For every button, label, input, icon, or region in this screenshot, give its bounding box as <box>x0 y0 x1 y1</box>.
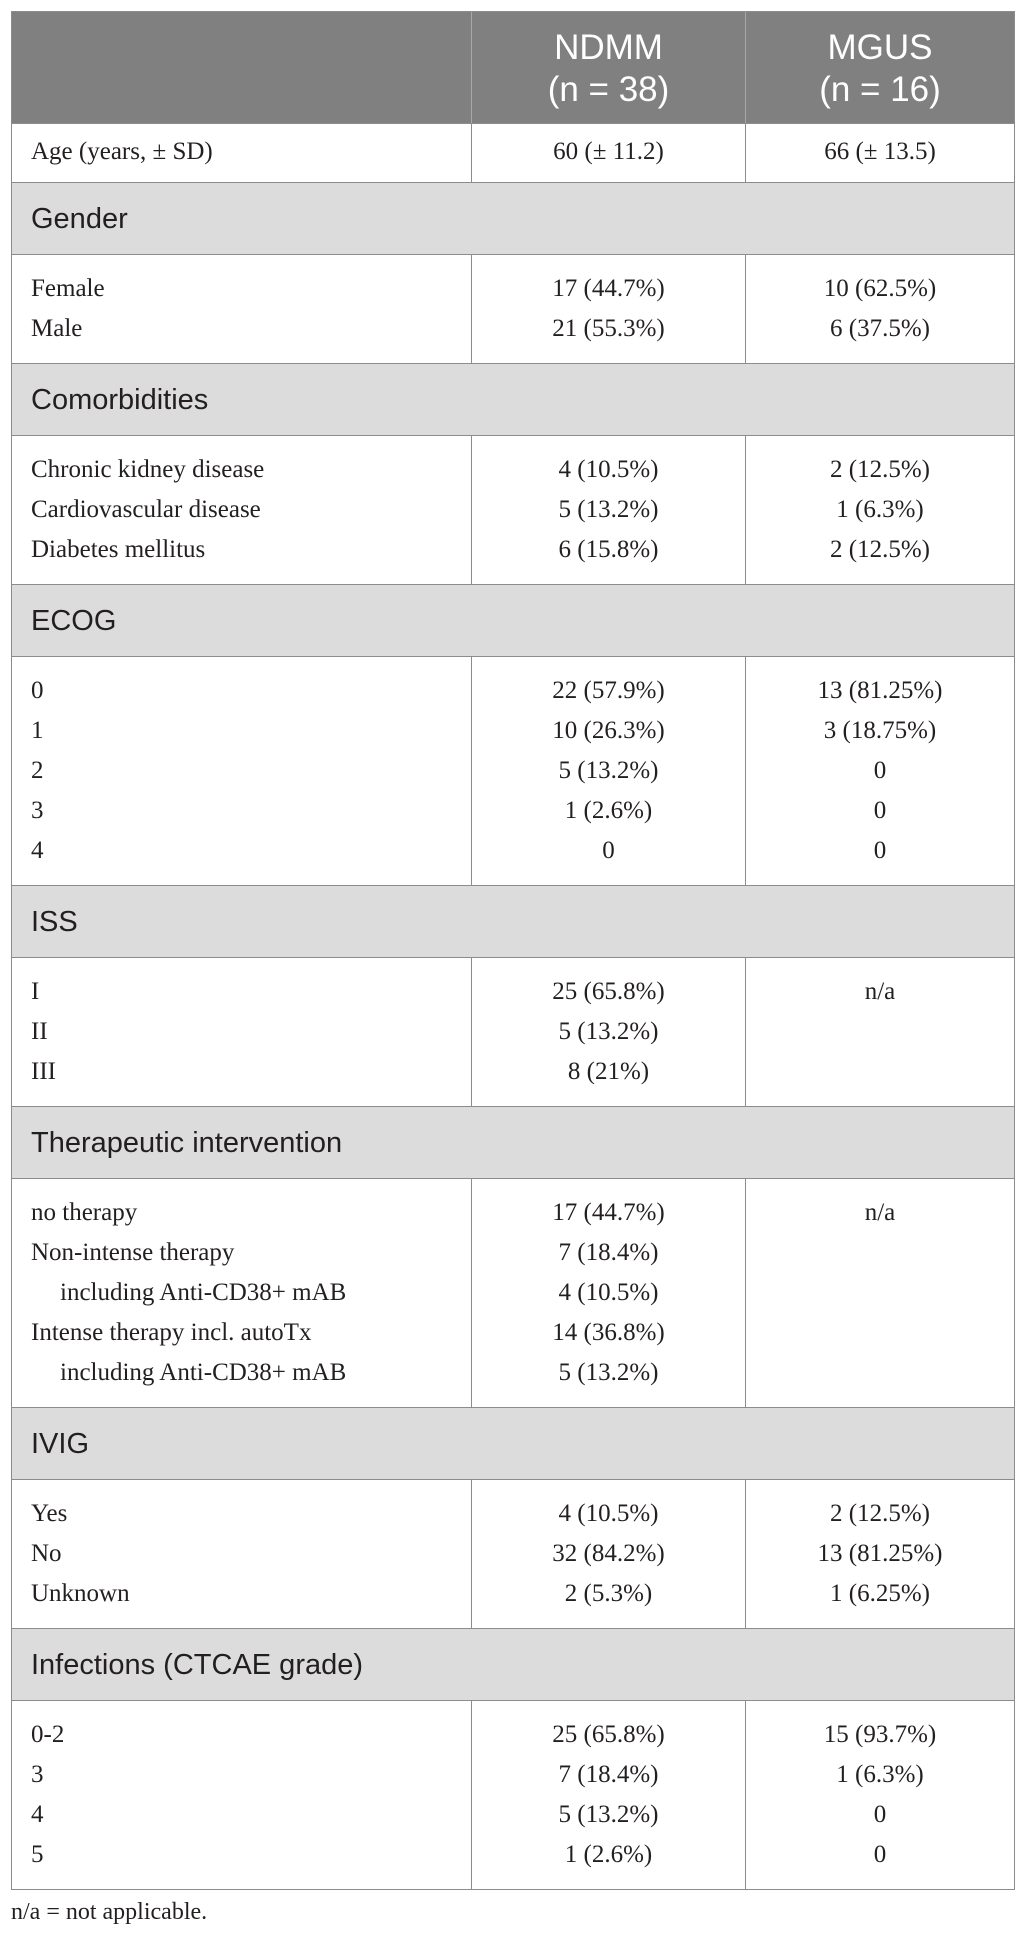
comorbidity-mgus: 2 (12.5%) <box>830 536 930 563</box>
age-mgus: 66 (± 13.5) <box>824 138 936 165</box>
comorbidity-ndmm: 6 (15.8%) <box>558 536 659 563</box>
header-mgus-name: MGUS <box>827 27 933 67</box>
header-ndmm <box>472 12 746 123</box>
gender-mgus-female: 10 (62.5%) <box>823 275 937 302</box>
ecog-label: 0 <box>31 677 44 704</box>
ecog-mgus: 13 (81.25%) <box>817 677 943 704</box>
infection-label: 5 <box>31 1841 44 1868</box>
ecog-label: 1 <box>31 717 44 744</box>
ecog-mgus: 0 <box>873 757 887 784</box>
ecog-ndmm: 1 (2.6%) <box>564 797 653 824</box>
infection-ndmm: 25 (65.8%) <box>552 1721 665 1748</box>
therapy-ndmm: 14 (36.8%) <box>552 1319 665 1346</box>
gender-ndmm-male: 21 (55.3%) <box>552 315 665 342</box>
ivig-label: Yes <box>31 1500 68 1527</box>
header-ndmm-count: (n = 38) <box>547 69 670 109</box>
ivig-mgus: 1 (6.25%) <box>830 1580 930 1607</box>
patient-characteristics-table <box>11 11 1015 1890</box>
therapy-ndmm: 7 (18.4%) <box>558 1239 659 1266</box>
infection-mgus: 1 (6.3%) <box>836 1761 924 1788</box>
infection-mgus: 0 <box>873 1801 887 1828</box>
gender-label-female: Female <box>31 275 105 302</box>
ivig-mgus: 13 (81.25%) <box>817 1540 943 1567</box>
section-iss: ISS <box>12 886 1014 958</box>
therapy-ndmm: 17 (44.7%) <box>552 1199 665 1226</box>
table-row-comorbidities <box>12 436 1014 585</box>
ecog-mgus: 3 (18.75%) <box>823 717 937 744</box>
iss-label: II <box>31 1018 48 1045</box>
comorbidity-ndmm: 4 (10.5%) <box>558 456 659 483</box>
iss-ndmm: 25 (65.8%) <box>552 978 665 1005</box>
section-comorbidities: Comorbidities <box>12 364 1014 436</box>
ivig-ndmm: 2 (5.3%) <box>564 1580 653 1607</box>
section-ecog: ECOG <box>12 585 1014 657</box>
gender-mgus-male: 6 (37.5%) <box>830 315 930 342</box>
section-ivig: IVIG <box>12 1408 1014 1480</box>
ecog-label: 2 <box>31 757 44 784</box>
ecog-ndmm: 22 (57.9%) <box>552 677 665 704</box>
age-ndmm: 60 (± 11.2) <box>553 138 664 165</box>
infection-label: 0-2 <box>31 1721 65 1748</box>
ecog-label: 4 <box>31 837 44 864</box>
ecog-ndmm: 0 <box>602 837 615 864</box>
section-infections: Infections (CTCAE grade) <box>12 1629 1014 1701</box>
header-mgus <box>746 12 1014 123</box>
therapy-label: no therapy <box>31 1199 138 1226</box>
iss-ndmm: 8 (21%) <box>567 1058 650 1085</box>
ivig-ndmm: 32 (84.2%) <box>552 1540 665 1567</box>
therapy-label: Intense therapy incl. autoTx <box>31 1319 312 1346</box>
ivig-label: No <box>31 1540 62 1567</box>
infection-mgus: 0 <box>873 1841 887 1868</box>
table-row-ivig <box>12 1480 1014 1629</box>
therapy-label-sub: including Anti-CD38+ mAB <box>60 1279 347 1306</box>
comorbidity-mgus: 1 (6.3%) <box>836 496 924 523</box>
ivig-label: Unknown <box>31 1580 130 1607</box>
ecog-ndmm: 10 (26.3%) <box>552 717 665 744</box>
iss-mgus: n/a <box>864 978 896 1005</box>
table-row-therapy <box>12 1179 1014 1408</box>
age-label: Age (years, ± SD) <box>31 138 213 165</box>
ivig-mgus: 2 (12.5%) <box>830 1500 930 1527</box>
ecog-label: 3 <box>31 797 44 824</box>
header-ndmm-name: NDMM <box>554 27 663 67</box>
comorbidity-mgus: 2 (12.5%) <box>830 456 930 483</box>
gender-ndmm-female: 17 (44.7%) <box>552 275 665 302</box>
infection-ndmm: 7 (18.4%) <box>558 1761 659 1788</box>
infection-label: 3 <box>31 1761 44 1788</box>
therapy-label: Non-intense therapy <box>31 1239 235 1266</box>
therapy-ndmm: 5 (13.2%) <box>558 1359 659 1386</box>
table-row-gender <box>12 255 1014 364</box>
ecog-mgus: 0 <box>873 797 887 824</box>
table-row-ecog <box>12 657 1014 886</box>
therapy-mgus: n/a <box>864 1199 896 1226</box>
iss-label: I <box>31 978 40 1005</box>
header-mgus-count: (n = 16) <box>819 69 941 109</box>
header-empty-cell <box>12 12 472 123</box>
comorbidity-label: Cardiovascular disease <box>31 496 261 523</box>
infection-ndmm: 5 (13.2%) <box>558 1801 659 1828</box>
section-gender: Gender <box>12 183 1014 255</box>
infection-mgus: 15 (93.7%) <box>823 1721 937 1748</box>
gender-label-male: Male <box>31 315 83 342</box>
table-header <box>12 12 1014 124</box>
infection-label: 4 <box>31 1801 44 1828</box>
table-row-iss <box>12 958 1014 1107</box>
table-footnote: n/a = not applicable. <box>11 1899 208 1925</box>
iss-ndmm: 5 (13.2%) <box>558 1018 659 1045</box>
infection-ndmm: 1 (2.6%) <box>564 1841 653 1868</box>
iss-label: III <box>31 1058 56 1085</box>
therapy-ndmm: 4 (10.5%) <box>558 1279 659 1306</box>
table-row-age <box>12 124 1014 183</box>
section-therapy: Therapeutic intervention <box>12 1107 1014 1179</box>
therapy-label-sub: including Anti-CD38+ mAB <box>60 1359 347 1386</box>
ecog-mgus: 0 <box>873 837 887 864</box>
ecog-ndmm: 5 (13.2%) <box>558 757 659 784</box>
table-row-infections <box>12 1701 1014 1889</box>
comorbidity-label: Chronic kidney disease <box>31 456 265 483</box>
ivig-ndmm: 4 (10.5%) <box>558 1500 659 1527</box>
comorbidity-label: Diabetes mellitus <box>31 536 206 563</box>
comorbidity-ndmm: 5 (13.2%) <box>558 496 659 523</box>
